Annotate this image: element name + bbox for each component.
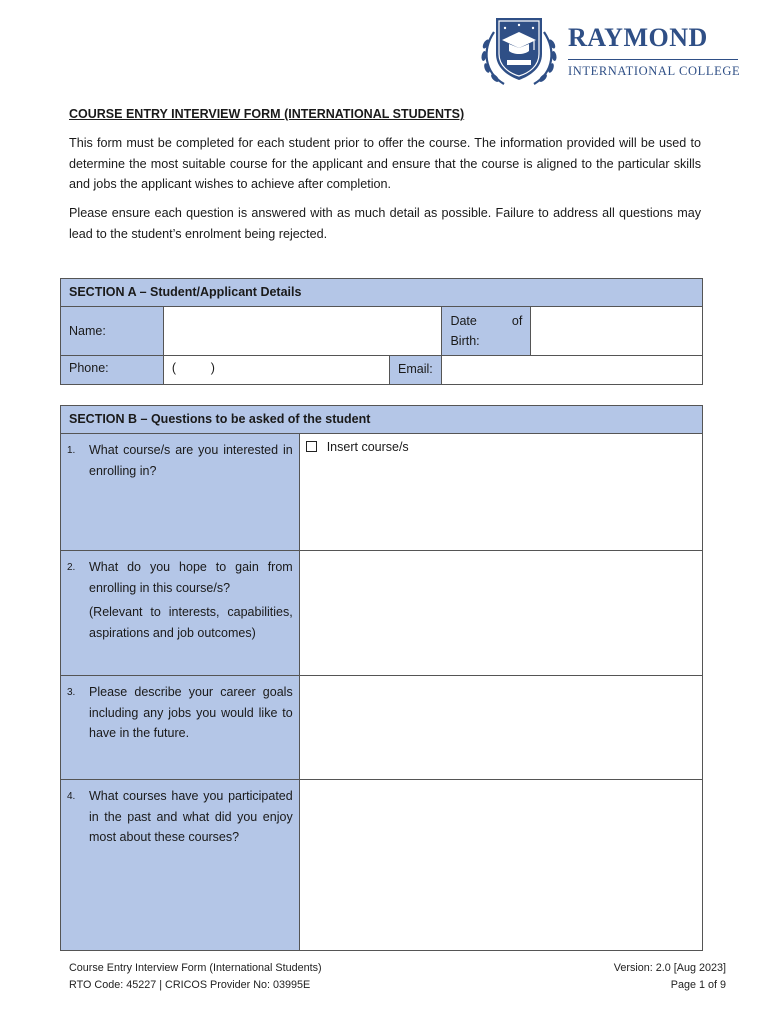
date-of-birth-field[interactable] <box>531 307 703 356</box>
answer-3-field[interactable] <box>299 676 702 780</box>
footer-form-name: Course Entry Interview Form (International Students) <box>69 962 322 974</box>
question-number: 3. <box>67 687 76 698</box>
footer-version: Version: 2.0 [Aug 2023] <box>613 962 726 974</box>
email-field[interactable] <box>442 356 703 385</box>
date-of-birth-label: Date of Birth: <box>442 307 531 356</box>
intro-paragraph-1: This form must be completed for each student prior to offer the course. The information provided will be used to determine the most suitable course for the applicant and ensure that the course is aligned to the particular skills and jobs the applicant wishes to achieve after completion. <box>69 136 701 191</box>
name-field[interactable] <box>163 307 442 356</box>
question-number: 4. <box>67 791 76 802</box>
college-subtitle: INTERNATIONAL COLLEGE <box>568 64 741 78</box>
footer-page-number: Page 1 of 9 <box>670 979 726 991</box>
form-title: COURSE ENTRY INTERVIEW FORM (INTERNATIONAL STUDENTS) <box>69 107 465 121</box>
footer-codes: RTO Code: 45227 | CRICOS Provider No: 03995E <box>69 979 311 991</box>
question-text: What courses have you participated in the past and what did you enjoy most about these courses? <box>89 789 293 844</box>
question-number: 1. <box>67 445 76 456</box>
section-b-table <box>60 405 703 951</box>
answer-2-field[interactable] <box>299 551 702 676</box>
question-number: 2. <box>67 562 76 573</box>
checkbox-label: Insert course/s <box>326 440 409 454</box>
phone-label: Phone: <box>61 356 164 385</box>
section-a-table <box>60 278 703 385</box>
question-text: What do you hope to gain from enrolling in this course/s? <box>89 560 293 595</box>
logo-divider <box>568 59 738 60</box>
question-2 <box>61 551 300 676</box>
college-brand-name: RAYMOND <box>568 23 708 52</box>
name-label: Name: <box>61 307 164 356</box>
question-text: Please describe your career goals including any jobs you would like to have in the future. <box>89 685 293 740</box>
answer-1-field[interactable] <box>299 434 702 551</box>
course-checkbox[interactable] <box>306 441 317 452</box>
question-4 <box>61 780 300 951</box>
section-b-heading: SECTION B – Questions to be asked of the student <box>61 406 703 434</box>
footer-left <box>69 960 322 994</box>
phone-field[interactable]: ( ) <box>163 356 389 385</box>
question-note: (Relevant to interests, capabilities, aspirations and job outcomes) <box>89 605 293 640</box>
footer-right <box>614 960 726 994</box>
college-crest-icon <box>474 10 564 90</box>
section-a-heading: SECTION A – Student/Applicant Details <box>61 279 703 307</box>
question-3 <box>61 676 300 780</box>
intro-paragraph-2: Please ensure each question is answered with as much detail as possible. Failure to address all questions may lead to the student’s enrolment being rejected. <box>69 206 701 241</box>
question-text: What course/s are you interested in enrolling in? <box>89 443 293 478</box>
answer-4-field[interactable] <box>299 780 702 951</box>
college-logo <box>474 10 740 90</box>
question-1 <box>61 434 300 551</box>
email-label: Email: <box>398 362 433 376</box>
